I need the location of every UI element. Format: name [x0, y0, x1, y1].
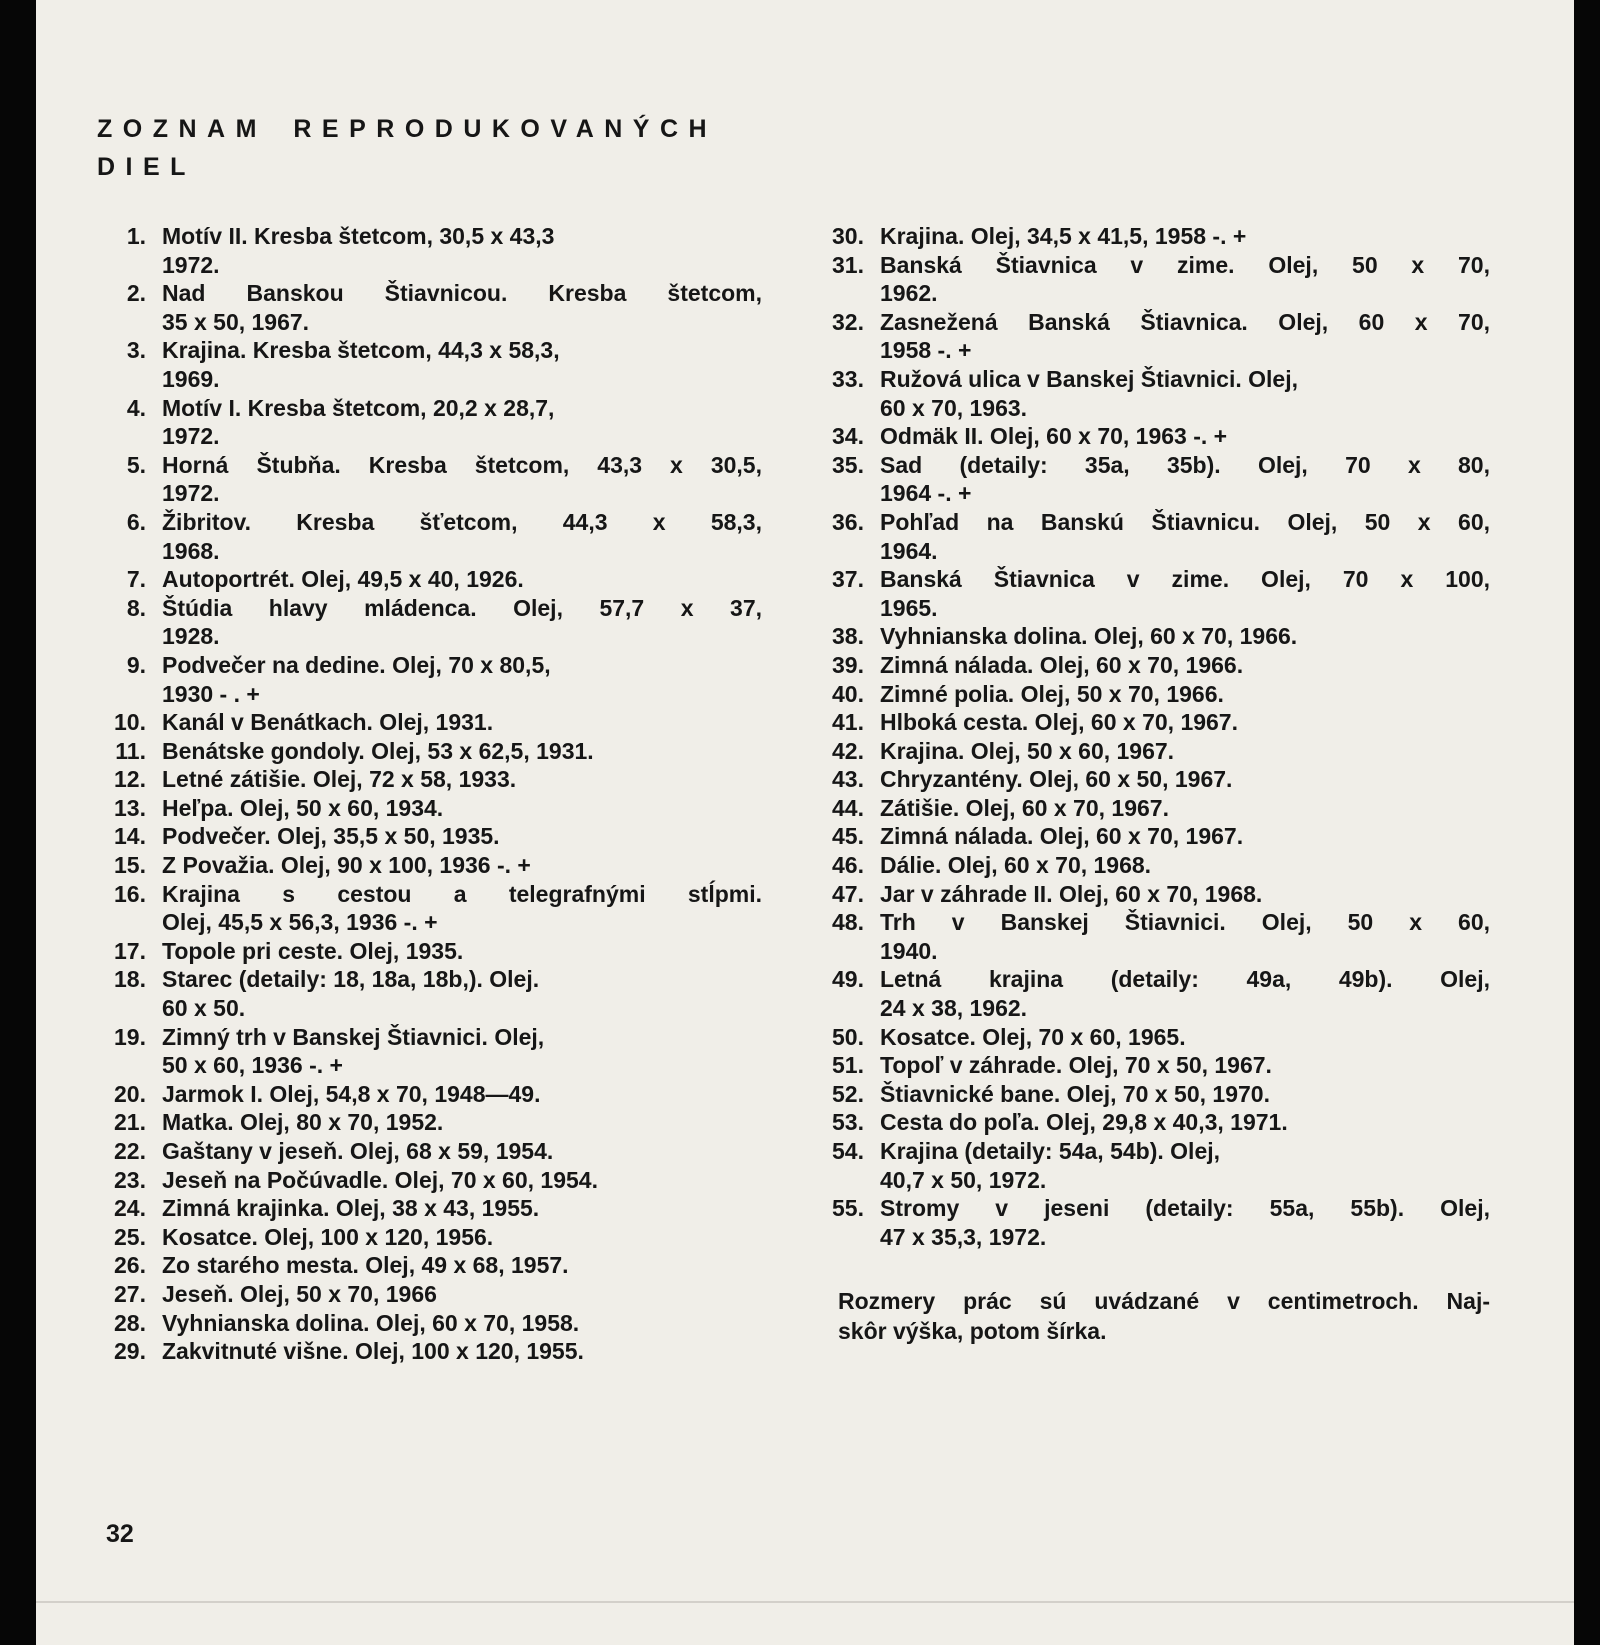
- works-column-left: [100, 222, 762, 1366]
- work-list-item: [100, 222, 762, 279]
- work-line: Jarmok I. Olej, 54,8 x 70, 1948—49.: [162, 1080, 541, 1107]
- work-list-item: [100, 851, 762, 880]
- work-number: 47.: [832, 880, 864, 907]
- work-description: [162, 279, 762, 336]
- work-description: [162, 336, 762, 393]
- scan-crease-line: [36, 1601, 1574, 1603]
- work-description: [162, 1137, 762, 1166]
- work-number: 29.: [114, 1338, 146, 1365]
- work-description: [880, 508, 1490, 565]
- work-line: Žibritov. Kresba šťetcom, 44,3 x 58,3,: [162, 508, 762, 535]
- work-description: [880, 422, 1490, 451]
- work-description: [880, 822, 1490, 851]
- work-line: 1964 -. +: [880, 480, 972, 507]
- work-description: [162, 794, 762, 823]
- work-description: [162, 1223, 762, 1252]
- work-list-item: [818, 422, 1490, 451]
- work-line: Zimné polia. Olej, 50 x 70, 1966.: [880, 680, 1224, 707]
- work-number: 10.: [114, 709, 146, 736]
- work-list-item: [818, 880, 1490, 909]
- work-description: [162, 222, 762, 279]
- work-line: 1969.: [162, 365, 220, 392]
- work-description: [880, 451, 1490, 508]
- work-list-item: [818, 1137, 1490, 1194]
- work-number: 37.: [832, 566, 864, 593]
- dimensions-note: [818, 1287, 1490, 1346]
- work-line: Olej, 45,5 x 56,3, 1936 -. +: [162, 909, 438, 936]
- work-number: 15.: [114, 852, 146, 879]
- title-line-1: ZOZNAM REPRODUKOVANÝCH: [97, 115, 718, 143]
- work-number: 41.: [832, 709, 864, 736]
- work-description: [880, 1023, 1490, 1052]
- work-list-item: [100, 1194, 762, 1223]
- work-line: 1972.: [162, 480, 220, 507]
- work-line: 24 x 38, 1962.: [880, 995, 1028, 1022]
- work-line: Jeseň. Olej, 50 x 70, 1966: [162, 1280, 437, 1307]
- work-line: Kosatce. Olej, 70 x 60, 1965.: [880, 1023, 1186, 1050]
- work-list-item: [100, 1223, 762, 1252]
- work-list-item: [100, 508, 762, 565]
- work-line: Štúdia hlavy mládenca. Olej, 57,7 x 37,: [162, 594, 762, 621]
- work-description: [162, 765, 762, 794]
- work-description: [162, 708, 762, 737]
- work-description: [162, 1309, 762, 1338]
- work-line: Dálie. Olej, 60 x 70, 1968.: [880, 852, 1152, 879]
- work-line: Motív II. Kresba štetcom, 30,5 x 43,3: [162, 223, 555, 249]
- work-line: Z Považia. Olej, 90 x 100, 1936 -. +: [162, 852, 531, 879]
- work-list-item: [818, 851, 1490, 880]
- work-list-item: [100, 965, 762, 1022]
- work-line: Zimná krajinka. Olej, 38 x 43, 1955.: [162, 1195, 540, 1222]
- work-number: 52.: [832, 1080, 864, 1107]
- work-number: 38.: [832, 623, 864, 650]
- work-number: 43.: [832, 766, 864, 793]
- work-description: [880, 251, 1490, 308]
- work-list-item: [818, 765, 1490, 794]
- work-line: Zakvitnuté višne. Olej, 100 x 120, 1955.: [162, 1338, 584, 1365]
- work-description: [880, 365, 1490, 422]
- work-line: Krajina (detaily: 54a, 54b). Olej,: [880, 1138, 1221, 1164]
- work-line: 35 x 50, 1967.: [162, 308, 310, 335]
- work-number: 36.: [832, 508, 864, 535]
- work-list-item: [818, 251, 1490, 308]
- work-list-item: [100, 1023, 762, 1080]
- work-description: [162, 1108, 762, 1137]
- work-line: Zo starého mesta. Olej, 49 x 68, 1957.: [162, 1252, 569, 1279]
- work-number: 22.: [114, 1138, 146, 1164]
- work-line: Zimný trh v Banskej Štiavnici. Olej,: [162, 1023, 545, 1050]
- work-description: [880, 765, 1490, 794]
- work-number: 48.: [832, 909, 864, 936]
- work-description: [162, 1280, 762, 1309]
- work-number: 14.: [114, 823, 146, 850]
- work-line: Krajina s cestou a telegrafnými stĺpmi.: [162, 880, 762, 907]
- work-line: 1972.: [162, 423, 220, 450]
- work-number: 26.: [114, 1252, 146, 1279]
- work-line: 60 x 50.: [162, 995, 246, 1022]
- work-list-item: [100, 1251, 762, 1280]
- work-number: 1.: [126, 223, 146, 249]
- work-description: [880, 622, 1490, 651]
- work-list-item: [818, 365, 1490, 422]
- work-number: 8.: [126, 594, 146, 621]
- work-number: 13.: [114, 794, 146, 821]
- work-number: 46.: [832, 852, 864, 879]
- work-list-item: [100, 1080, 762, 1109]
- work-description: [162, 651, 762, 708]
- work-number: 27.: [114, 1280, 146, 1307]
- work-line: Jeseň na Počúvadle. Olej, 70 x 60, 1954.: [162, 1166, 598, 1193]
- work-list-item: [818, 708, 1490, 737]
- work-list-item: [818, 1023, 1490, 1052]
- work-line: 1928.: [162, 623, 220, 650]
- work-list-item: [818, 965, 1490, 1022]
- work-number: 19.: [114, 1023, 146, 1050]
- work-number: 34.: [832, 423, 864, 450]
- work-description: [880, 737, 1490, 766]
- work-description: [162, 1251, 762, 1280]
- work-description: [162, 565, 762, 594]
- work-description: [880, 880, 1490, 909]
- work-description: [880, 908, 1490, 965]
- work-line: Vyhnianska dolina. Olej, 60 x 70, 1958.: [162, 1309, 580, 1336]
- work-line: Motív I. Kresba štetcom, 20,2 x 28,7,: [162, 394, 555, 421]
- work-line: skôr výška, potom šírka.: [838, 1317, 1107, 1344]
- page-number: 32: [106, 1520, 134, 1548]
- work-line: Topole pri ceste. Olej, 1935.: [162, 937, 464, 964]
- work-number: 17.: [114, 937, 146, 964]
- work-line: Zimná nálada. Olej, 60 x 70, 1966.: [880, 651, 1244, 678]
- work-line: 1968.: [162, 537, 220, 564]
- works-column-right: [818, 222, 1490, 1251]
- work-line: Podvečer na dedine. Olej, 70 x 80,5,: [162, 651, 551, 678]
- work-list-item: [100, 822, 762, 851]
- work-line: Zátišie. Olej, 60 x 70, 1967.: [880, 794, 1169, 821]
- work-list-item: [100, 765, 762, 794]
- work-list-item: [818, 622, 1490, 651]
- title-line-2: DIEL: [97, 153, 196, 181]
- work-description: [880, 565, 1490, 622]
- work-number: 23.: [114, 1166, 146, 1193]
- work-list-item: [818, 451, 1490, 508]
- work-list-item: [100, 451, 762, 508]
- work-line: Pohľad na Banskú Štiavnicu. Olej, 50 x 60,: [880, 508, 1490, 535]
- work-line: Jar v záhrade II. Olej, 60 x 70, 1968.: [880, 880, 1263, 907]
- work-line: Sad (detaily: 35a, 35b). Olej, 70 x 80,: [880, 451, 1490, 478]
- work-number: 12.: [114, 766, 146, 793]
- work-number: 35.: [832, 451, 864, 478]
- work-list-item: [100, 594, 762, 651]
- work-number: 7.: [126, 566, 146, 593]
- document-title: [97, 110, 717, 186]
- work-list-item: [818, 1108, 1490, 1137]
- work-number: 21.: [114, 1109, 146, 1136]
- work-description: [162, 1337, 762, 1366]
- work-line: 40,7 x 50, 1972.: [880, 1166, 1047, 1193]
- work-line: Trh v Banskej Štiavnici. Olej, 50 x 60,: [880, 909, 1490, 936]
- work-list-item: [818, 508, 1490, 565]
- scan-edge-left: [0, 0, 36, 1645]
- work-line: Banská Štiavnica v zime. Olej, 70 x 100,: [880, 566, 1490, 593]
- work-line: Gaštany v jeseň. Olej, 68 x 59, 1954.: [162, 1138, 554, 1164]
- work-list-item: [100, 565, 762, 594]
- work-list-item: [818, 908, 1490, 965]
- work-number: 31.: [832, 251, 864, 278]
- work-list-item: [100, 737, 762, 766]
- right-column-wrap: [818, 222, 1490, 1346]
- work-line: 47 x 35,3, 1972.: [880, 1223, 1047, 1250]
- work-list-item: [818, 1080, 1490, 1109]
- work-list-item: [100, 651, 762, 708]
- work-number: 40.: [832, 680, 864, 707]
- scan-edge-right: [1574, 0, 1600, 1645]
- work-list-item: [818, 222, 1490, 251]
- work-list-item: [100, 1166, 762, 1195]
- work-line: Banská Štiavnica v zime. Olej, 50 x 70,: [880, 251, 1490, 278]
- work-description: [880, 1194, 1490, 1251]
- work-line: Benátske gondoly. Olej, 53 x 62,5, 1931.: [162, 737, 594, 764]
- work-line: Letné zátišie. Olej, 72 x 58, 1933.: [162, 766, 517, 793]
- work-description: [880, 965, 1490, 1022]
- work-line: 50 x 60, 1936 -. +: [162, 1052, 343, 1079]
- work-line: Topoľ v záhrade. Olej, 70 x 50, 1967.: [880, 1052, 1272, 1079]
- work-line: Podvečer. Olej, 35,5 x 50, 1935.: [162, 823, 500, 850]
- work-number: 6.: [126, 508, 146, 535]
- work-list-item: [100, 937, 762, 966]
- work-list-item: [100, 394, 762, 451]
- work-list-item: [100, 1137, 762, 1166]
- work-list-item: [100, 794, 762, 823]
- work-list-item: [818, 651, 1490, 680]
- work-line: Stromy v jeseni (detaily: 55a, 55b). Olej,: [880, 1195, 1490, 1222]
- work-description: [162, 594, 762, 651]
- work-description: [162, 1023, 762, 1080]
- work-line: Heľpa. Olej, 50 x 60, 1934.: [162, 794, 444, 821]
- work-line: Matka. Olej, 80 x 70, 1952.: [162, 1109, 444, 1136]
- work-line: Odmäk II. Olej, 60 x 70, 1963 -. +: [880, 423, 1228, 450]
- work-number: 28.: [114, 1309, 146, 1336]
- work-description: [880, 680, 1490, 709]
- work-line: Nad Banskou Štiavnicou. Kresba štetcom,: [162, 280, 762, 307]
- work-line: 1972.: [162, 251, 220, 278]
- work-list-item: [100, 1337, 762, 1366]
- work-number: 44.: [832, 794, 864, 821]
- work-number: 53.: [832, 1109, 864, 1136]
- work-description: [162, 880, 762, 937]
- work-list-item: [818, 822, 1490, 851]
- work-line: Vyhnianska dolina. Olej, 60 x 70, 1966.: [880, 623, 1298, 650]
- work-line: 1930 - . +: [162, 680, 260, 707]
- work-number: 25.: [114, 1223, 146, 1250]
- work-list-item: [100, 336, 762, 393]
- work-line: Zimná nálada. Olej, 60 x 70, 1967.: [880, 823, 1244, 850]
- work-description: [162, 851, 762, 880]
- work-list-item: [100, 880, 762, 937]
- work-list-item: [818, 565, 1490, 622]
- work-number: 33.: [832, 365, 864, 392]
- work-line: Krajina. Olej, 34,5 x 41,5, 1958 -. +: [880, 223, 1247, 249]
- work-description: [880, 651, 1490, 680]
- work-number: 2.: [126, 280, 146, 307]
- work-line: Starec (detaily: 18, 18a, 18b,). Olej.: [162, 966, 540, 993]
- work-line: Letná krajina (detaily: 49a, 49b). Olej,: [880, 966, 1490, 993]
- work-list-item: [818, 308, 1490, 365]
- work-number: 51.: [832, 1052, 864, 1079]
- work-number: 9.: [126, 651, 146, 678]
- work-list-item: [818, 1051, 1490, 1080]
- work-number: 32.: [832, 308, 864, 335]
- works-list: [100, 222, 1490, 1366]
- work-line: Kanál v Benátkach. Olej, 1931.: [162, 709, 494, 736]
- work-line: 1940.: [880, 937, 938, 964]
- work-number: 30.: [832, 223, 864, 249]
- work-number: 49.: [832, 966, 864, 993]
- work-line: Ružová ulica v Banskej Štiavnici. Olej,: [880, 365, 1298, 392]
- work-number: 39.: [832, 651, 864, 678]
- work-description: [880, 222, 1490, 251]
- work-description: [880, 708, 1490, 737]
- work-list-item: [100, 279, 762, 336]
- work-description: [162, 822, 762, 851]
- work-description: [162, 965, 762, 1022]
- work-list-item: [100, 708, 762, 737]
- work-description: [162, 1166, 762, 1195]
- work-number: 45.: [832, 823, 864, 850]
- work-description: [162, 451, 762, 508]
- work-description: [880, 851, 1490, 880]
- work-number: 18.: [114, 966, 146, 993]
- work-line: 60 x 70, 1963.: [880, 394, 1028, 421]
- work-line: 1962.: [880, 280, 938, 307]
- work-list-item: [100, 1280, 762, 1309]
- work-line: 1964.: [880, 537, 938, 564]
- work-line: Horná Štubňa. Kresba štetcom, 43,3 x 30,5,: [162, 451, 762, 478]
- work-number: 54.: [832, 1138, 864, 1164]
- work-list-item: [818, 1194, 1490, 1251]
- work-line: 1965.: [880, 594, 938, 621]
- work-line: Krajina. Kresba štetcom, 44,3 x 58,3,: [162, 337, 560, 364]
- work-list-item: [818, 794, 1490, 823]
- work-description: [880, 1137, 1490, 1194]
- work-line: Štiavnické bane. Olej, 70 x 50, 1970.: [880, 1080, 1270, 1107]
- work-number: 55.: [832, 1195, 864, 1222]
- work-number: 20.: [114, 1080, 146, 1107]
- work-line: Kosatce. Olej, 100 x 120, 1956.: [162, 1223, 494, 1250]
- work-description: [162, 394, 762, 451]
- work-list-item: [100, 1108, 762, 1137]
- work-line: Rozmery prác sú uvádzané v centimetroch. Naj-: [838, 1288, 1490, 1315]
- work-description: [162, 1080, 762, 1109]
- work-description: [162, 937, 762, 966]
- work-line: Krajina. Olej, 50 x 60, 1967.: [880, 737, 1175, 764]
- work-description: [162, 1194, 762, 1223]
- work-number: 42.: [832, 737, 864, 764]
- work-description: [162, 508, 762, 565]
- work-list-item: [818, 680, 1490, 709]
- work-line: 1958 -. +: [880, 337, 972, 364]
- work-description: [162, 737, 762, 766]
- work-number: 11.: [115, 737, 146, 764]
- work-description: [880, 1051, 1490, 1080]
- work-list-item: [100, 1309, 762, 1338]
- work-number: 5.: [126, 451, 146, 478]
- work-number: 3.: [126, 337, 146, 364]
- work-line: Hlboká cesta. Olej, 60 x 70, 1967.: [880, 709, 1238, 736]
- work-description: [880, 794, 1490, 823]
- work-description: [880, 1080, 1490, 1109]
- work-number: 50.: [832, 1023, 864, 1050]
- work-line: Zasnežená Banská Štiavnica. Olej, 60 x 70,: [880, 308, 1490, 335]
- work-description: [880, 308, 1490, 365]
- work-number: 16.: [114, 880, 146, 907]
- work-line: Cesta do poľa. Olej, 29,8 x 40,3, 1971.: [880, 1109, 1288, 1136]
- work-number: 24.: [114, 1195, 146, 1222]
- work-description: [880, 1108, 1490, 1137]
- work-number: 4.: [126, 394, 146, 421]
- work-list-item: [818, 737, 1490, 766]
- work-line: Chryzantény. Olej, 60 x 50, 1967.: [880, 766, 1233, 793]
- work-line: Autoportrét. Olej, 49,5 x 40, 1926.: [162, 566, 524, 593]
